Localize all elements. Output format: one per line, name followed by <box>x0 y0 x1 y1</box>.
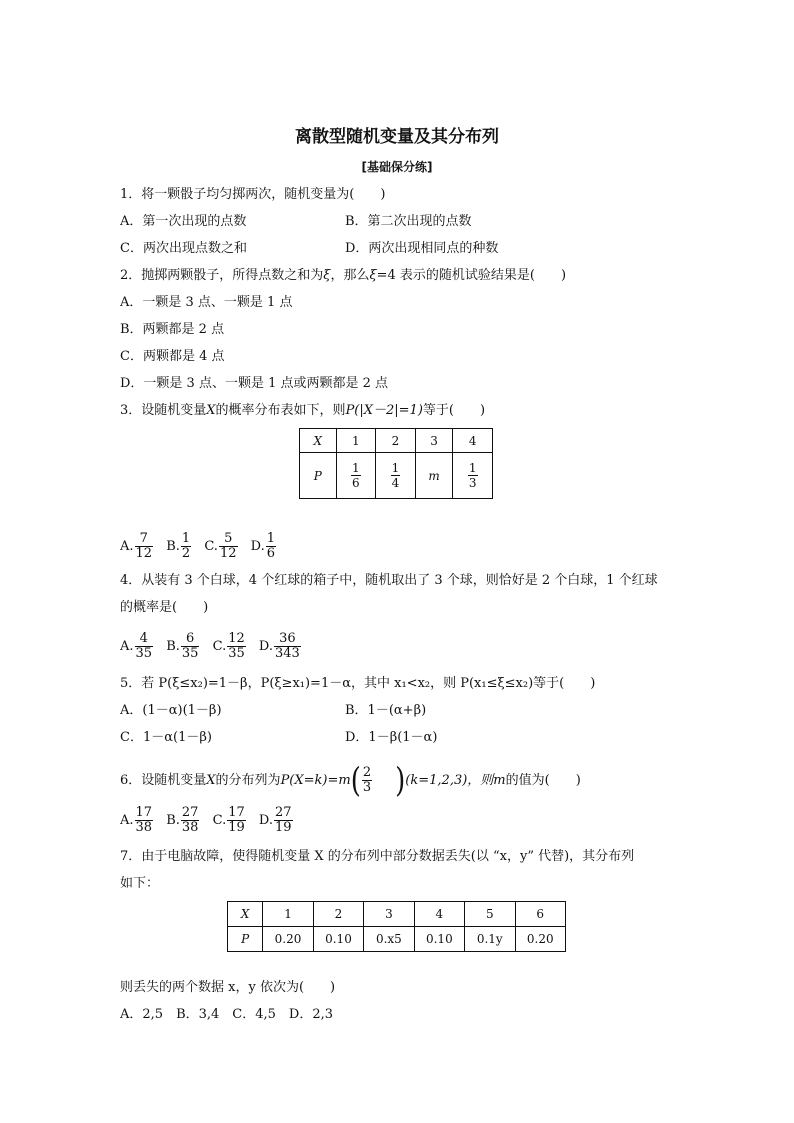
fraction <box>219 532 238 561</box>
denominator: 6 <box>266 546 276 561</box>
q7-table-cell: X <box>228 902 263 927</box>
q2-stem-part: 2．抛掷两颗骰子，所得点数之和为 <box>120 268 324 283</box>
denominator: 35 <box>181 646 199 661</box>
numerator: 27 <box>275 805 292 820</box>
q7-table-cell: 1 <box>263 902 313 927</box>
q3-stem <box>120 402 485 420</box>
numerator: 2 <box>362 765 372 780</box>
q4-stem-line1: 4．从装有 3 个白球，4 个红球的箱子中，随机取出了 3 个球，则恰好是 2 个白球，1 个红球 <box>120 573 658 588</box>
q7-stem-line1: 7．由于电脑故障，使得随机变量 X 的分布列中部分数据丢失(以 “x，y” 代替)，其分布列 <box>120 849 635 864</box>
q6-stem-part: 的分布列为 <box>215 773 281 788</box>
q2-xi: ξ <box>369 268 377 283</box>
q2-option-b: B．两颗都是 2 点 <box>120 322 225 337</box>
q1-stem: 1．将一颗骰子均匀掷两次，随机变量为( ) <box>120 187 386 202</box>
q7-options: A．2,5 B．3,4 C．4,5 D．2,3 <box>120 1007 334 1022</box>
q7-table-cell: 3 <box>364 902 414 927</box>
q4-stem-line2: 的概率是( ) <box>120 600 209 615</box>
q2-option-c: C．两颗都是 4 点 <box>120 349 225 364</box>
q2-option-a: A．一颗是 3 点、一颗是 1 点 <box>120 295 293 310</box>
q7-table-cell: 0.10 <box>414 927 464 952</box>
section-subtitle: [基础保分练] <box>361 160 433 174</box>
page-title: 离散型随机变量及其分布列 <box>295 127 499 147</box>
denominator: 2 <box>181 546 191 561</box>
fraction <box>227 806 246 835</box>
numerator: 1 <box>391 461 400 475</box>
q7-table-cell: 2 <box>313 902 363 927</box>
q7-table-cell: 0.1y <box>465 927 515 952</box>
right-paren: ) <box>395 761 406 800</box>
denominator: 6 <box>352 476 360 490</box>
fraction <box>362 766 372 795</box>
q3-table-cell <box>336 453 376 499</box>
option-label: C. <box>212 639 227 654</box>
q2-xi: ξ <box>323 268 331 283</box>
q3-option-a <box>120 532 154 561</box>
q7-table-cell: P <box>228 927 263 952</box>
denominator: 3 <box>362 780 372 795</box>
denominator: 343 <box>275 646 300 661</box>
q3-expr: P(|X－2|=1) <box>345 403 423 418</box>
numerator: 5 <box>219 532 238 547</box>
option-label: A. <box>120 639 134 654</box>
denominator: 4 <box>391 476 400 490</box>
fraction <box>468 461 478 490</box>
q3-option-b <box>166 532 192 561</box>
q6-options <box>120 806 302 835</box>
q3-option-c <box>204 532 238 561</box>
q7-distribution-table <box>227 901 566 952</box>
q3-stem-part: 3．设随机变量 <box>120 403 207 418</box>
q3-options <box>120 532 285 561</box>
left-paren: ( <box>350 761 361 800</box>
denominator: 19 <box>228 820 245 835</box>
denominator: 12 <box>219 546 237 561</box>
numerator: 27 <box>181 805 199 820</box>
q7-table-cell: 4 <box>414 902 464 927</box>
q7-table-cell: 6 <box>515 902 566 927</box>
q6-option-c <box>213 806 247 835</box>
q3-stem-part: 等于( ) <box>422 403 486 418</box>
q4-option-d <box>259 632 302 661</box>
q5-option-b: B．1－(α+β) <box>345 703 427 718</box>
q3-stem-part: 的概率分布表如下，则 <box>215 403 346 418</box>
q3-table-cell: X <box>300 429 337 453</box>
q7-table-cell: 0.20 <box>515 927 566 952</box>
option-label: C. <box>204 539 218 554</box>
numerator: 17 <box>228 805 245 820</box>
q3-table-cell <box>453 453 493 499</box>
q6-stem-part: 的值为( ) <box>505 773 581 788</box>
fraction <box>391 461 401 490</box>
q6-option-d <box>259 806 294 835</box>
q3-distribution-table <box>299 428 493 499</box>
q6-option-a <box>120 806 154 835</box>
q3-option-d <box>251 532 277 561</box>
q5-option-a: A．(1－α)(1－β) <box>120 703 222 718</box>
numerator: 6 <box>181 632 200 647</box>
fraction <box>274 806 293 835</box>
fraction <box>227 632 246 661</box>
option-label: A. <box>120 539 134 554</box>
q3-table-cell <box>376 453 416 499</box>
q7-table-cell: 0.10 <box>313 927 363 952</box>
option-label: D. <box>258 813 273 828</box>
q6-var: m <box>493 773 506 788</box>
option-label: C. <box>212 813 227 828</box>
q3-table-cell: 1 <box>336 429 376 453</box>
fraction <box>135 532 154 561</box>
q2-stem-part: =4 表示的随机试验结果是( ) <box>376 268 567 283</box>
fraction <box>181 806 200 835</box>
numerator: 1 <box>266 531 276 546</box>
q1-option-d: D．两次出现相同点的种数 <box>345 241 499 256</box>
option-label: D. <box>250 539 265 554</box>
q1-option-c: C．两次出现点数之和 <box>120 241 247 256</box>
q3-table-cell: m <box>415 453 453 499</box>
q6-stem-part: 6．设随机变量 <box>120 773 207 788</box>
q3-table-cell: P <box>300 453 337 499</box>
q2-option-d: D．一颗是 3 点、一颗是 1 点或两颗都是 2 点 <box>120 376 389 391</box>
q7-table-cell: 5 <box>465 902 515 927</box>
fraction <box>181 532 191 561</box>
option-label: B. <box>166 813 180 828</box>
fraction <box>266 532 276 561</box>
denominator: 38 <box>135 820 153 835</box>
numerator: 4 <box>135 632 154 647</box>
q4-option-c <box>213 632 247 661</box>
fraction <box>274 632 301 661</box>
numerator: 7 <box>135 532 154 547</box>
fraction <box>135 632 154 661</box>
q3-var: X <box>206 403 216 418</box>
q4-option-a <box>120 632 154 661</box>
numerator: 12 <box>228 631 245 646</box>
q6-expr: (k=1,2,3)，则 <box>405 773 494 788</box>
denominator: 35 <box>135 646 153 661</box>
q6-stem <box>120 761 581 800</box>
denominator: 38 <box>181 820 199 835</box>
q5-option-c: C．1－α(1－β) <box>120 730 212 745</box>
denominator: 12 <box>135 546 153 561</box>
q6-option-b <box>166 806 200 835</box>
q6-expr: P(X=k)=m <box>280 773 351 788</box>
q7-table-cell: 0.x5 <box>364 927 414 952</box>
fraction <box>351 461 361 490</box>
q7-stem-line3: 则丢失的两个数据 x，y 依次为( ) <box>120 980 336 995</box>
q7-stem-line2: 如下： <box>120 876 160 891</box>
denominator: 35 <box>228 646 245 661</box>
q5-option-d: D．1－β(1－α) <box>345 730 438 745</box>
option-label: B. <box>166 539 180 554</box>
q5-stem: 5．若 P(ξ≤x₂)=1－β，P(ξ≥x₁)=1－α，其中 x₁<x₂，则 P(x₁≤ξ≤x₂)等于( ) <box>120 676 596 691</box>
denominator: 3 <box>468 476 477 490</box>
q3-table-cell: 3 <box>415 429 453 453</box>
q3-table-cell: 4 <box>453 429 493 453</box>
q7-table-cell: 0.20 <box>263 927 313 952</box>
option-label: B. <box>166 639 180 654</box>
q2-stem-part: ，那么 <box>330 268 370 283</box>
option-label: A. <box>120 813 134 828</box>
numerator: 1 <box>352 461 360 475</box>
q4-option-b <box>166 632 200 661</box>
q1-option-b: B．第二次出现的点数 <box>345 214 472 229</box>
q1-option-a: A．第一次出现的点数 <box>120 214 247 229</box>
numerator: 36 <box>274 632 301 647</box>
fraction <box>135 806 154 835</box>
q6-var: X <box>206 773 216 788</box>
numerator: 1 <box>181 531 191 546</box>
q4-options <box>120 632 310 661</box>
option-label: D. <box>258 639 273 654</box>
denominator: 19 <box>275 820 292 835</box>
numerator: 17 <box>135 805 153 820</box>
numerator: 1 <box>468 461 477 475</box>
q2-stem <box>120 267 566 285</box>
q3-table-cell: 2 <box>376 429 416 453</box>
fraction <box>181 632 200 661</box>
